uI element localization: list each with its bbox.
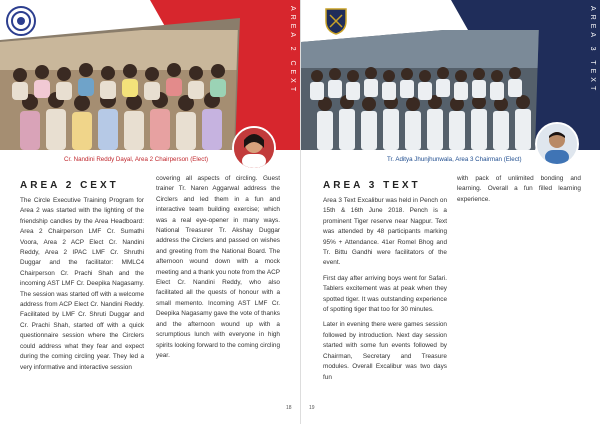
left-header-vertical-label: AREA 2 CEXT [289, 6, 296, 96]
right-paragraph-3: Later in evening there were games session followed by introduction. Next day session started with some fun events followed by Chairman, Secretary and Treasure modules. Overall Excalibur was two days fun [323, 321, 447, 381]
right-column-2: with pack of unlimited bonding and learning. Overall a fun filled learning experience. [457, 175, 581, 203]
right-page [300, 0, 600, 424]
right-paragraph-2: First day after arriving boys went for Safari. Tablers excitement was at peak when they spotted tiger. It was outstanding experience of spotting tiger that too for 30 minutes. [323, 274, 447, 314]
right-section-title: AREA 3 TEXT [323, 180, 421, 191]
left-column-2: covering all aspects of circling. Guest trainer Tr. Naren Aggarwal address the Circlers and led them in a fun and interactive team building exercise; which was a real eye-opener in many ways. National Treasurer Tr. Akshay Duggar address the Circlers and passed on wishes and greeting from the National Board. The afternoon wound down with a mock meeting and a thank you note from the ACP Elect Cr. Nandini Reddy, who also facilitated all the quests of honour with a small memento. Incoming AST LMF Cr. Deepika Nagasamy gave the vote of thanks and the afternoon wound up with a scrumptious lunch with everyone in high spirits looking forward to the coming circling year. [156, 175, 280, 359]
left-section-title: AREA 2 CEXT [20, 180, 119, 191]
right-paragraph-1: Area 3 Text Excalibur was held in Pench on 15th & 16th June 2018. Pench is a prominent Tiger reserve near Nagpur. Text was attended by 48 participants marking 95% + Attendance. 41er Romel Bhog and Tr. Bittu Gandhi were facilitators of the event. [323, 197, 447, 267]
avatar-nandini-reddy [232, 126, 276, 170]
avatar-aditya-jhunjhunwala [535, 122, 579, 166]
left-page-number: 18 [286, 405, 292, 411]
right-header-vertical-label: AREA 3 TEXT [589, 6, 596, 95]
left-photo-caption: Cr. Nandini Reddy Dayal, Area 2 Chairperson (Elect) [64, 156, 209, 163]
right-page-number: 19 [309, 405, 315, 411]
left-column-1: The Circle Executive Training Program for Area 2 was started with the lighting of the friendship candles by the Area Headboard: Area 2 Chairperson LMF Cr. Sumathi Voora, Area 2 ACP Elect Cr. Nandini Reddy, Area 2 IPAC LMF Cr. Shruthi Duggar and the facilitator: MMLC4 Chairperson Cr. Prachi Shah and the incoming AST LMF Cr. Deepika Nagasamy. The session was started off with a welcome address from ACP Elect Cr. Nandini Reddy. Facilitated by LMF Cr. Shruti Duggar and Cr. Prachi Shah, started off with a quick questionnaire session where the Circlers could address what they fear and expect during the coming circling year. They led a very informative and interactive session [20, 197, 144, 371]
right-photo-caption: Tr. Aditya Jhunjhunwala, Area 3 Chairman (Elect) [387, 156, 522, 163]
group-photo-area2 [0, 30, 238, 150]
group-photo-area3 [301, 30, 539, 150]
right-column-1 [323, 196, 447, 388]
